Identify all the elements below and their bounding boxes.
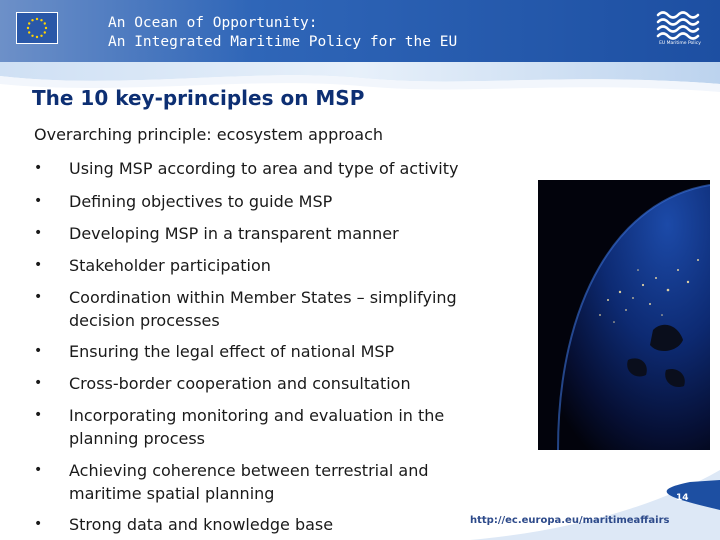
list-item-line: planning process: [69, 429, 205, 448]
list-item-text: [69, 190, 539, 213]
bullet-icon: •: [34, 375, 43, 391]
list-item-line: Incorporating monitoring and evaluation in the: [69, 406, 445, 425]
bullet-icon: •: [34, 407, 43, 423]
bullet-icon: •: [34, 462, 43, 478]
list-item-text: [69, 222, 539, 245]
bullet-icon: •: [34, 289, 43, 305]
list-item-line: Coordination within Member States – simplifying: [69, 288, 457, 307]
eu-flag-icon: [16, 12, 58, 44]
footer-wave: [380, 470, 720, 540]
night-globe-image: [538, 180, 710, 450]
list-item-line: maritime spatial planning: [69, 484, 275, 503]
list-item-line: Ensuring the legal effect of national MSP: [69, 342, 395, 361]
list-item-text: [69, 157, 539, 180]
page-number: 14: [676, 493, 689, 503]
list-item-line: Stakeholder participation: [69, 256, 271, 275]
slide-title: The 10 key-principles on MSP: [32, 86, 365, 110]
logo-caption: EU Maritime Policy: [659, 41, 701, 46]
list-item-line: decision processes: [69, 311, 220, 330]
list-item-line: Cross-border cooperation and consultation: [69, 374, 411, 393]
list-item-line: Developing MSP in a transparent manner: [69, 224, 399, 243]
bullet-icon: •: [34, 343, 43, 359]
header-banner: [0, 0, 720, 62]
bullet-icon: •: [34, 193, 43, 209]
footer-url[interactable]: http://ec.europa.eu/maritimeaffairs: [470, 515, 670, 526]
bullet-icon: •: [34, 160, 43, 176]
list-item-line: Using MSP according to area and type of activity: [69, 159, 459, 178]
header-title-line1: An Ocean of Opportunity:: [108, 15, 318, 31]
list-item-text: [69, 372, 539, 395]
bullet-icon: •: [34, 516, 43, 532]
bullet-icon: •: [34, 225, 43, 241]
header-title: [108, 14, 457, 52]
maritime-waves-icon: [650, 8, 710, 48]
list-item-text: [69, 254, 539, 277]
list-item-line: Achieving coherence between terrestrial and: [69, 461, 429, 480]
list-item-text: [69, 286, 539, 332]
list-item-text: [69, 404, 539, 450]
list-item-line: Defining objectives to guide MSP: [69, 192, 333, 211]
list-item-text: [69, 340, 539, 363]
header-title-line2: An Integrated Maritime Policy for the EU: [108, 34, 458, 50]
bullet-icon: •: [34, 257, 43, 273]
list-item-line: Strong data and knowledge base: [69, 515, 334, 534]
slide-subtitle: Overarching principle: ecosystem approach: [34, 125, 383, 144]
